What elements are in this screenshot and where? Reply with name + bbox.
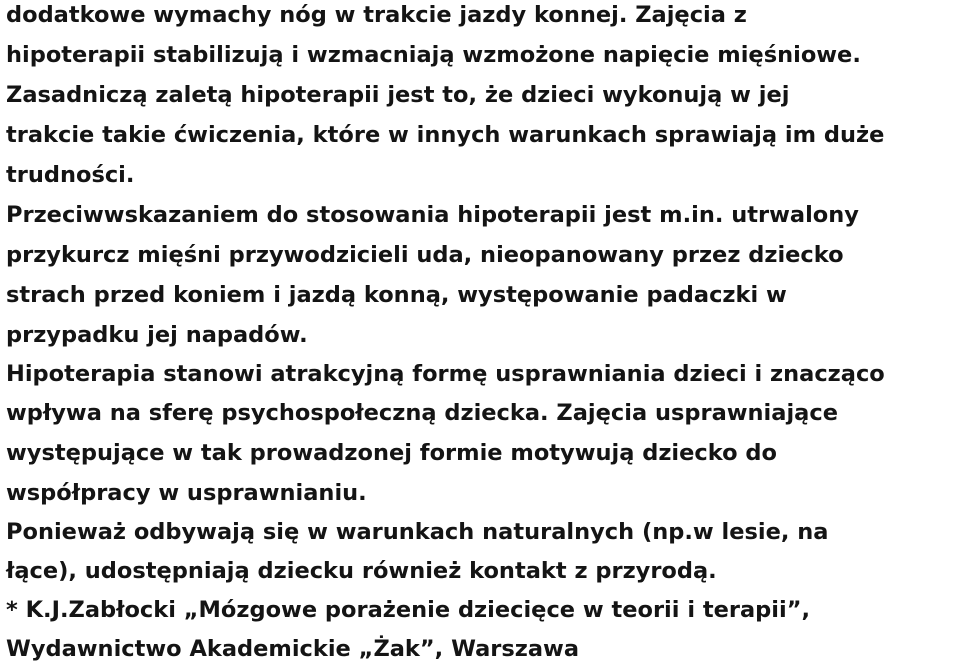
document-page (6, 0, 956, 672)
text-line: Ponieważ odbywają się w warunkach naturalnych (np.w lesie, na (6, 519, 829, 545)
text-line: współpracy w usprawnianiu. (6, 480, 367, 506)
text-line: Hipoterapia stanowi atrakcyjną formę usprawniania dzieci i znacząco (6, 361, 885, 387)
text-line: hipoterapii stabilizują i wzmacniają wzmożone napięcie mięśniowe. (6, 42, 861, 68)
text-line: przypadku jej napadów. (6, 322, 308, 348)
footnote-line: Wydawnictwo Akademickie „Żak”, Warszawa (6, 636, 580, 662)
text-line: Przeciwwskazaniem do stosowania hipoterapii jest m.in. utrwalony (6, 202, 859, 228)
text-line: łące), udostępniają dziecku również kontakt z przyrodą. (6, 558, 717, 584)
text-line: trakcie takie ćwiczenia, które w innych warunkach sprawiają im duże (6, 122, 885, 148)
text-line: Zasadniczą zaletą hipoterapii jest to, że dzieci wykonują w jej (6, 82, 790, 108)
footnote-line: * K.J.Zabłocki „Mózgowe porażenie dziecięce w teorii i terapii”, (6, 597, 811, 623)
text-line: wpływa na sferę psychospołeczną dziecka. Zajęcia usprawniające (6, 400, 838, 426)
text-line: przykurcz mięśni przywodzicieli uda, nieopanowany przez dziecko (6, 242, 844, 268)
text-line: trudności. (6, 162, 135, 188)
text-line: dodatkowe wymachy nóg w trakcie jazdy konnej. Zajęcia z (6, 2, 747, 28)
text-line: występujące w tak prowadzonej formie motywują dziecko do (6, 440, 777, 466)
text-line: strach przed koniem i jazdą konną, występowanie padaczki w (6, 282, 787, 308)
